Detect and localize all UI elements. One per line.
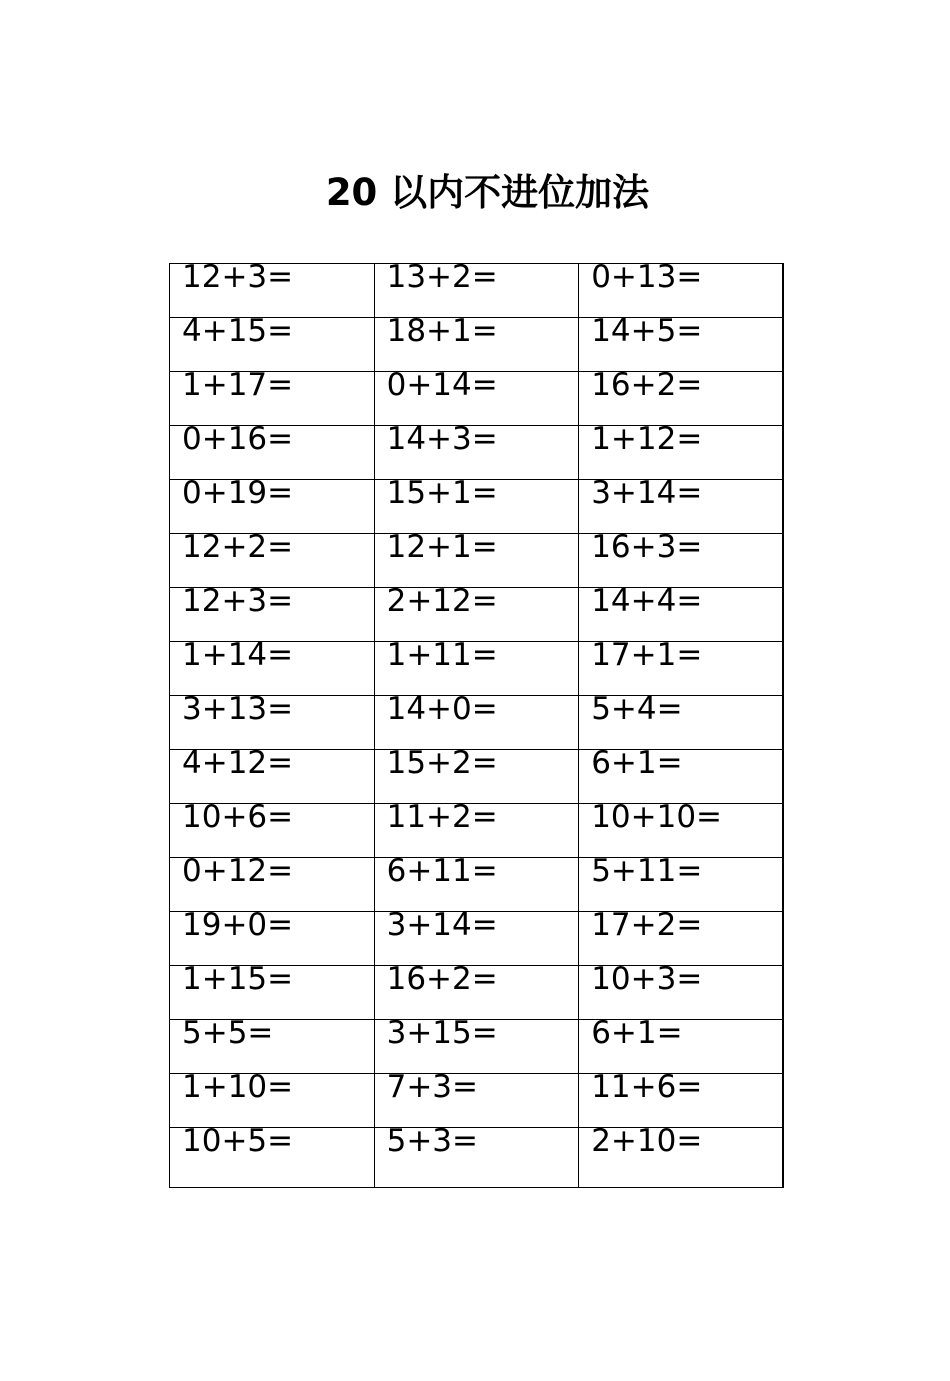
problem-cell: 11+2= [374,804,579,858]
problem-cell: 1+15= [170,966,375,1020]
problem-table-body [170,264,784,1188]
problem-cell: 10+6= [170,804,375,858]
problem-cell: 1+12= [579,426,784,480]
addition-problem-table [169,263,784,1188]
table-row [170,696,784,750]
problem-cell: 10+5= [170,1128,375,1188]
problem-cell: 5+5= [170,1020,375,1074]
problem-cell: 1+10= [170,1074,375,1128]
table-row [170,642,784,696]
table-row [170,480,784,534]
table-row [170,372,784,426]
table-row [170,1020,784,1074]
page-title: 20 以内不进位加法 [325,171,650,214]
table-row [170,1074,784,1128]
problem-cell: 0+14= [374,372,579,426]
problem-cell: 0+19= [170,480,375,534]
table-row [170,858,784,912]
problem-cell: 5+3= [374,1128,579,1188]
table-row [170,966,784,1020]
problem-cell: 2+10= [579,1128,784,1188]
problem-cell: 12+2= [170,534,375,588]
problem-cell: 10+3= [579,966,784,1020]
problem-cell: 12+3= [170,264,375,318]
problem-cell: 4+15= [170,318,375,372]
problem-cell: 5+4= [579,696,784,750]
problem-cell: 17+1= [579,642,784,696]
problem-cell: 17+2= [579,912,784,966]
problem-cell: 6+1= [579,1020,784,1074]
table-row [170,1128,784,1188]
problem-cell: 12+1= [374,534,579,588]
problem-cell: 6+11= [374,858,579,912]
problem-cell: 1+11= [374,642,579,696]
problem-cell: 10+10= [579,804,784,858]
problem-cell: 15+1= [374,480,579,534]
problem-cell: 16+2= [579,372,784,426]
problem-cell: 14+5= [579,318,784,372]
problem-cell: 5+11= [579,858,784,912]
problem-cell: 7+3= [374,1074,579,1128]
table-row [170,804,784,858]
problem-cell: 12+3= [170,588,375,642]
problem-cell: 0+13= [579,264,784,318]
problem-cell: 15+2= [374,750,579,804]
problem-cell: 0+16= [170,426,375,480]
problem-cell: 14+0= [374,696,579,750]
problem-cell: 3+15= [374,1020,579,1074]
table-row [170,912,784,966]
problem-cell: 14+4= [579,588,784,642]
problem-cell: 6+1= [579,750,784,804]
problem-cell: 0+12= [170,858,375,912]
table-row [170,318,784,372]
problem-cell: 1+17= [170,372,375,426]
problem-cell: 13+2= [374,264,579,318]
problem-cell: 14+3= [374,426,579,480]
table-row [170,534,784,588]
table-row [170,264,784,318]
problem-cell: 1+14= [170,642,375,696]
table-row [170,426,784,480]
problem-cell: 2+12= [374,588,579,642]
problem-cell: 16+2= [374,966,579,1020]
problem-cell: 3+14= [579,480,784,534]
problem-cell: 16+3= [579,534,784,588]
problem-cell: 19+0= [170,912,375,966]
problem-cell: 18+1= [374,318,579,372]
table-row [170,588,784,642]
problem-cell: 4+12= [170,750,375,804]
table-row [170,750,784,804]
problem-cell: 3+13= [170,696,375,750]
problem-cell: 3+14= [374,912,579,966]
problem-cell: 11+6= [579,1074,784,1128]
